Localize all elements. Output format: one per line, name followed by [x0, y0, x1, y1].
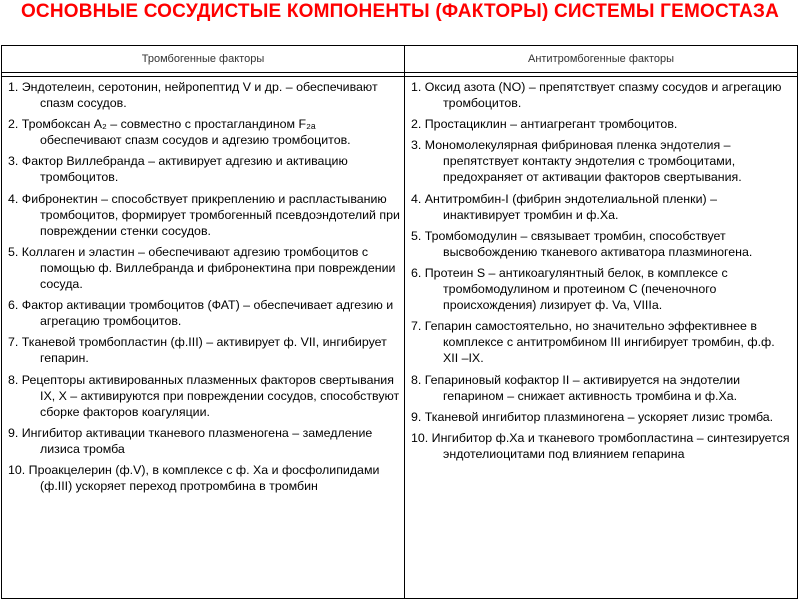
header-separator	[2, 73, 797, 77]
column-divider	[404, 46, 405, 598]
antithrombogenic-column	[411, 79, 793, 467]
list-item: 7. Гепарин самостоятельно, но значительно эффективнее в комплексе с антитромбином III ингибирует тромбин, ф.ф. XII –IX.	[411, 319, 775, 366]
list-item: 9. Ингибитор активации тканевого плазменогена – замедление лизиса тромба	[8, 425, 373, 456]
list-item: 3. Фактор Виллебранда – активирует адгезию и активацию тромбоцитов.	[8, 154, 348, 185]
list-item: 3. Мономолекулярная фибриновая пленка эндотелия – препятствует контакту эндотелия с тромбоцитами, предохраняет от активации факторов свертывания.	[411, 138, 742, 185]
list-item: 5. Коллаген и эластин – обеспечивают адгезию тромбоцитов с помощью ф. Виллебранда и фибронектина при повреждении сосуда.	[8, 244, 396, 292]
table-header-row	[2, 46, 797, 73]
list-item: 5. Тромбомодулин – связывает тромбин, способствует высвобождению тканевого активатора плазминогена.	[411, 228, 753, 259]
list-item: 1. Оксид азота (NO) – препятствует спазму сосудов и агрегацию тромбоцитов.	[411, 80, 782, 111]
hemostasis-factors-table	[1, 45, 798, 599]
list-item: 2. Тромбоксан A₂ – совместно с простагландином F₂ₐ обеспечивают спазм сосудов и адгезию тромбоцитов.	[8, 117, 351, 148]
list-item: 10. Ингибитор ф.Xa и тканевого тромбопластина – синтезируется эндотелиоцитами под влиянием гепарина	[411, 430, 790, 461]
list-item: 4. Фибронектин – способствует прикреплению и распластыванию тромбоцитов, формирует тромбогенный псевдоэндотелий при повреждении стенки сосудов.	[8, 191, 400, 238]
list-item: 9. Тканевой ингибитор плазминогена – ускоряет лизис тромба.	[411, 409, 774, 424]
header-thrombogenic: Тромбогенные факторы	[141, 53, 265, 65]
list-item: 2. Простациклин – антиагрегант тромбоцитов.	[411, 117, 678, 132]
header-antithrombogenic: Антитромбогенные факторы	[527, 53, 674, 65]
list-item: 7. Тканевой тромбопластин (ф.III) – активирует ф. VII, ингибирует гепарин.	[8, 335, 387, 366]
list-item: 6. Протеин S – антикоагулянтный белок, в комплексе с тромбомодулином и протеином C (печеночного происхождения) лизирует ф. Va, VIIIa.	[411, 265, 728, 313]
list-item: 6. Фактор активации тромбоцитов (ФАТ) – обеспечивает адгезию и агрегацию тромбоцитов.	[8, 298, 394, 329]
list-item: 8. Гепариновый кофактор II – активируется на эндотелии гепарином – снижает активность тромбина и ф.Xa.	[411, 372, 741, 403]
thrombogenic-column	[8, 79, 400, 499]
list-item: 10. Проакцелерин (ф.V), в комплексе с ф. Xa и фосфолипидами (ф.III) ускоряет переход протромбина в тромбин	[8, 462, 380, 494]
page-title: ОСНОВНЫЕ СОСУДИСТЫЕ КОМПОНЕНТЫ (ФАКТОРЫ) СИСТЕМЫ ГЕМОСТАЗА	[20, 1, 780, 22]
list-item: 4. Антитромбин-I (фибрин эндотелиальной пленки) – инактивирует тромбин и ф.Xa.	[411, 191, 717, 222]
list-item: 1. Эндотелеин, серотонин, нейропептид V и др. – обеспечивают спазм сосудов.	[8, 80, 378, 111]
list-item: 8. Рецепторы активированных плазменных факторов свертывания IX, X – активируются при повреждении сосудов, способствуют сборке факторов коагуляции.	[8, 372, 400, 419]
